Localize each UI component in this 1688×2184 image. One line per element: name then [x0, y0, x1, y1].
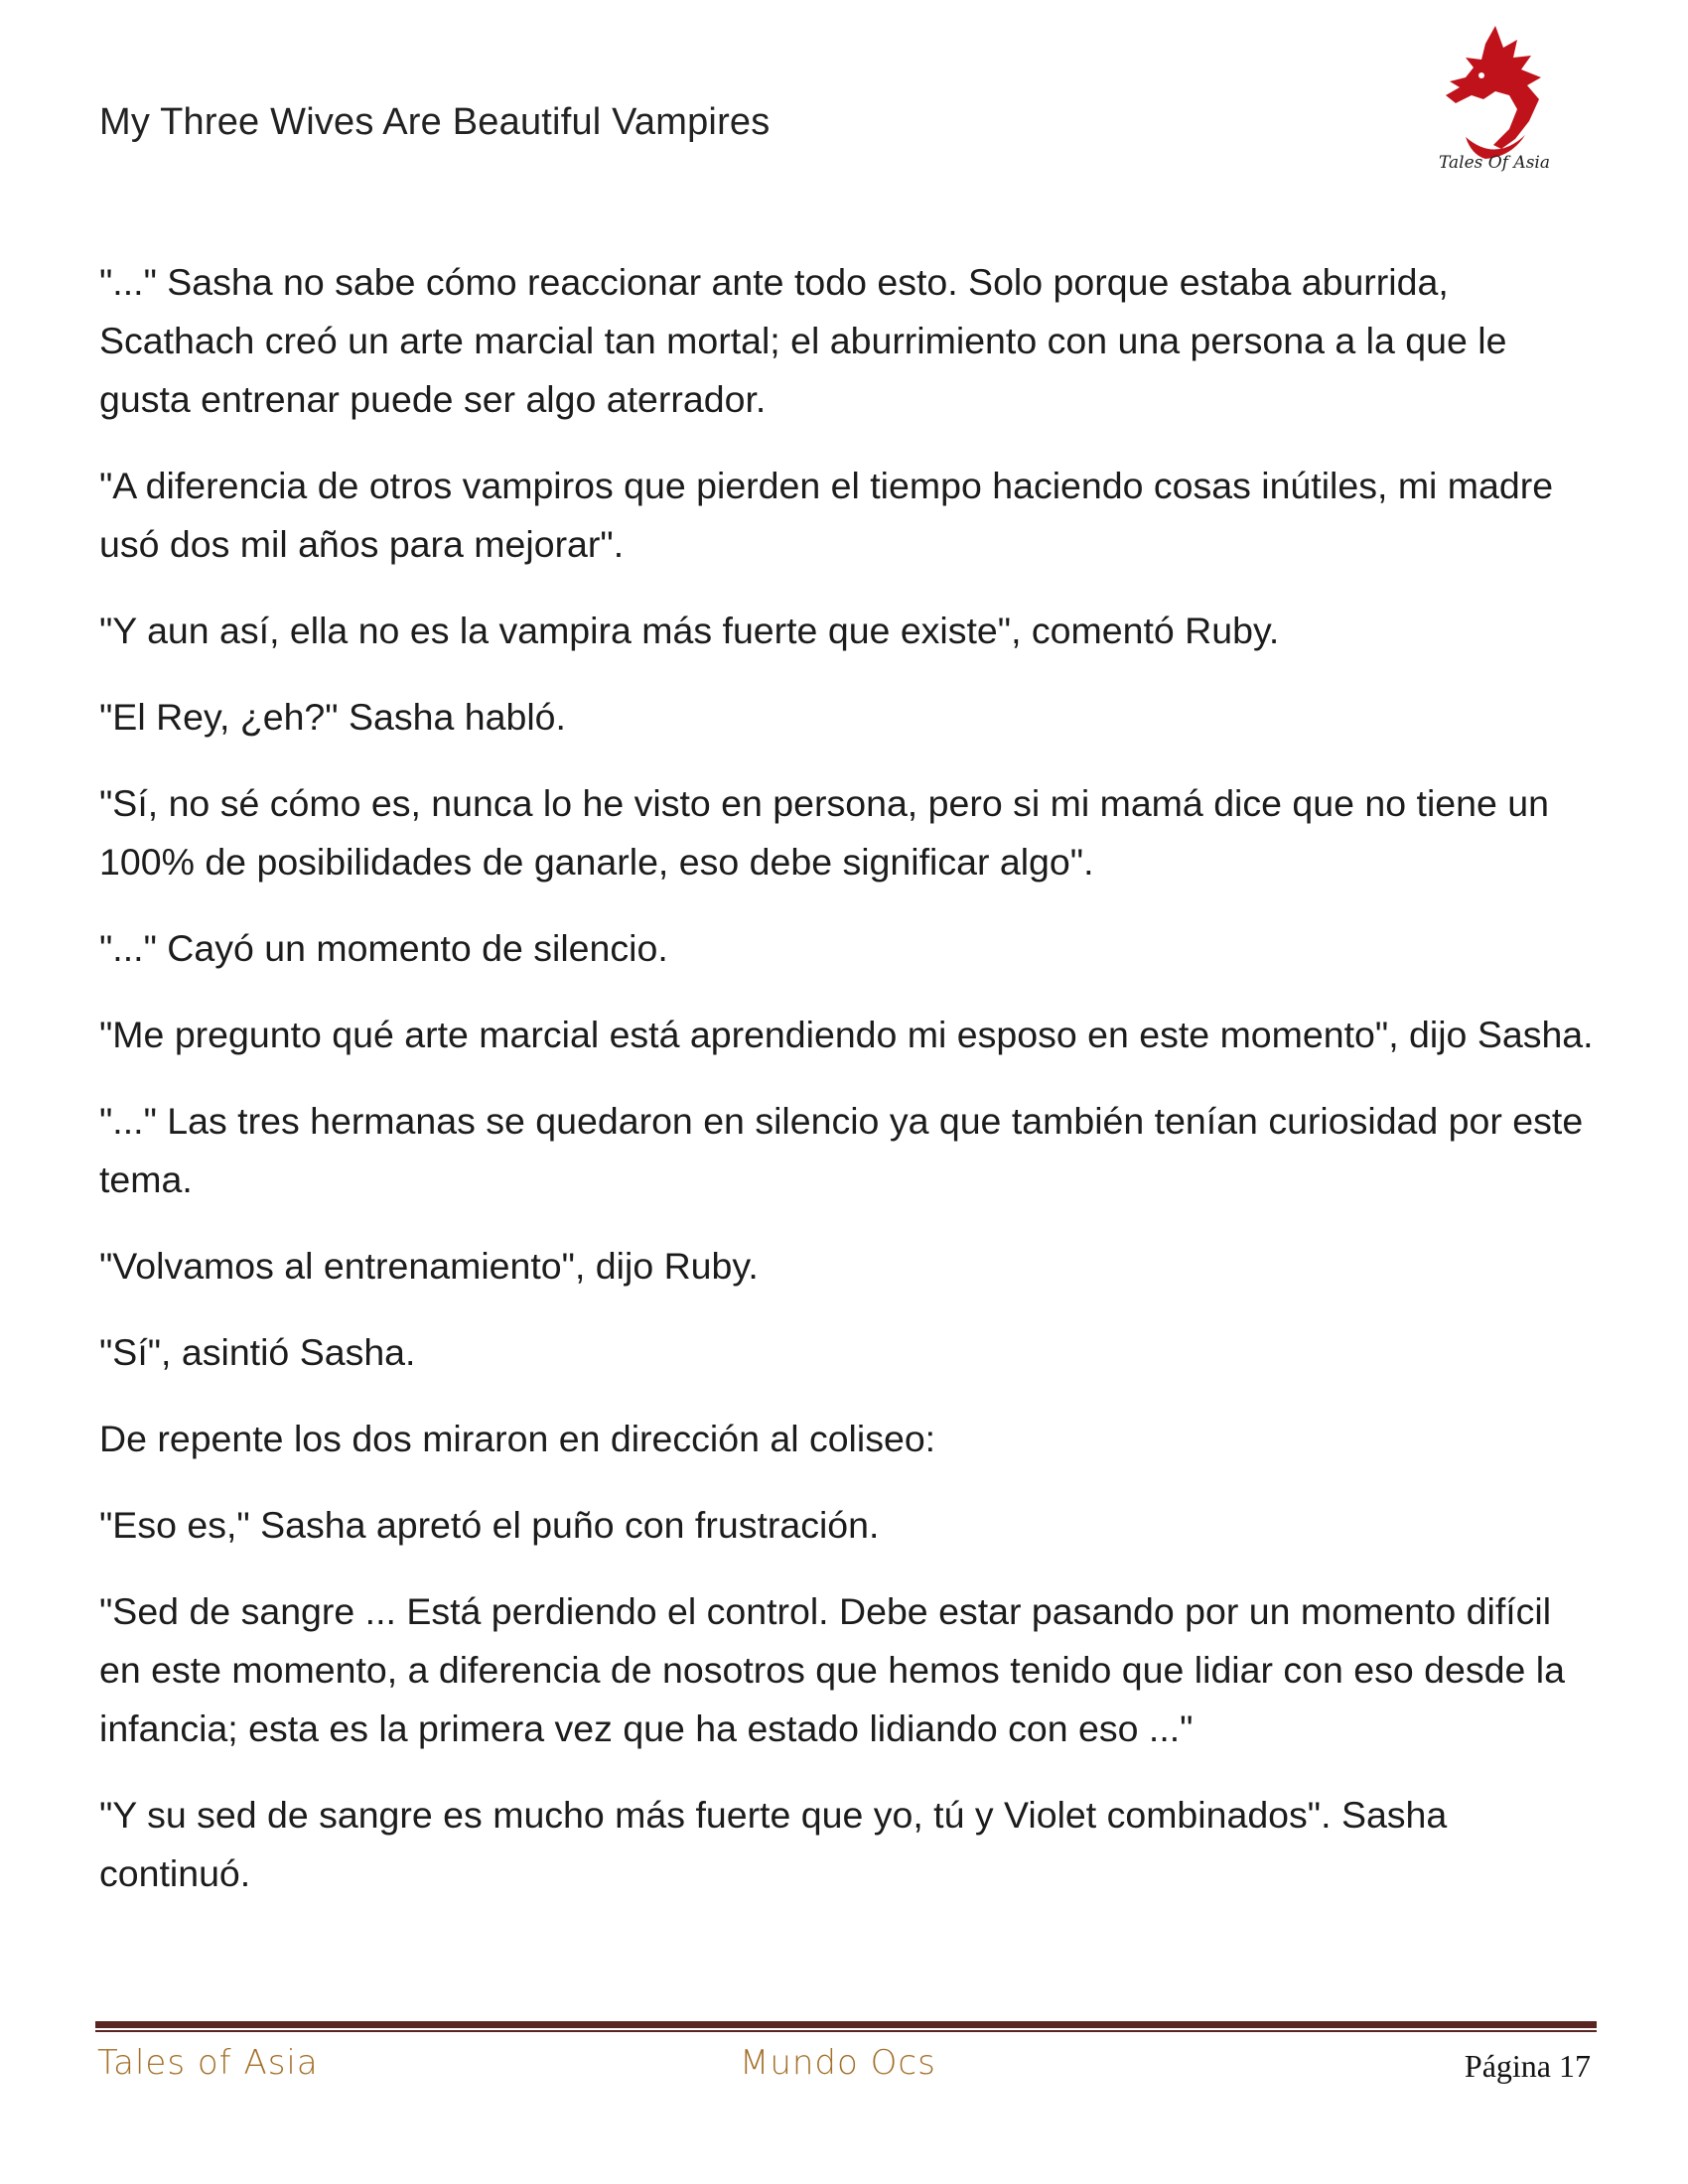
paragraph: "..." Las tres hermanas se quedaron en silencio ya que también tenían curiosidad por este tema.: [99, 1100, 1584, 1200]
paragraph: "Sí, no sé cómo es, nunca lo he visto en persona, pero si mi mamá dice que no tiene un 100% de posibilidades de ganarle, eso debe significar algo".: [99, 782, 1549, 883]
paragraph: "El Rey, ¿eh?" Sasha habló.: [99, 696, 566, 738]
page-number: Página 17: [1464, 2048, 1591, 2084]
book-title: My Three Wives Are Beautiful Vampires: [99, 101, 771, 143]
paragraph: "Y aun así, ella no es la vampira más fuerte que existe", comentó Ruby.: [99, 610, 1280, 651]
paragraph: "Sí", asintió Sasha.: [99, 1331, 416, 1373]
logo-caption: Tales Of Asia: [1439, 153, 1550, 173]
paragraph: "..." Sasha no sabe cómo reaccionar ante todo esto. Solo porque estaba aburrida, Scathach creó un arte marcial tan mortal; el aburrimiento con una persona a la que le gusta entrenar puede ser algo aterrador.: [99, 261, 1507, 420]
footer-divider: [95, 2021, 1597, 2033]
paragraph: "Volvamos al entrenamiento", dijo Ruby.: [99, 1245, 759, 1287]
footer-site: Mundo Ocs: [740, 2043, 936, 2083]
paragraph: "..." Cayó un momento de silencio.: [99, 927, 668, 969]
paragraph: "Eso es," Sasha apretó el puño con frustración.: [99, 1504, 880, 1546]
chapter-text: [99, 253, 1599, 1931]
paragraph: "Sed de sangre ... Está perdiendo el control. Debe estar pasando por un momento difícil en este momento, a diferencia de nosotros que hemos tenido que lidiar con eso desde la infancia; esta es la primera vez que ha estado lidiando con eso ...": [99, 1590, 1565, 1749]
footer-publisher: Tales of Asia: [97, 2043, 319, 2083]
paragraph: "Y su sed de sangre es mucho más fuerte que yo, tú y Violet combinados". Sasha continuó.: [99, 1794, 1448, 1894]
paragraph: "Me pregunto qué arte marcial está aprendiendo mi esposo en este momento", dijo Sasha.: [99, 1014, 1594, 1055]
paragraph: De repente los dos miraron en dirección al coliseo:: [99, 1418, 936, 1459]
paragraph: "A diferencia de otros vampiros que pierden el tiempo haciendo cosas inútiles, mi madre usó dos mil años para mejorar".: [99, 465, 1554, 565]
